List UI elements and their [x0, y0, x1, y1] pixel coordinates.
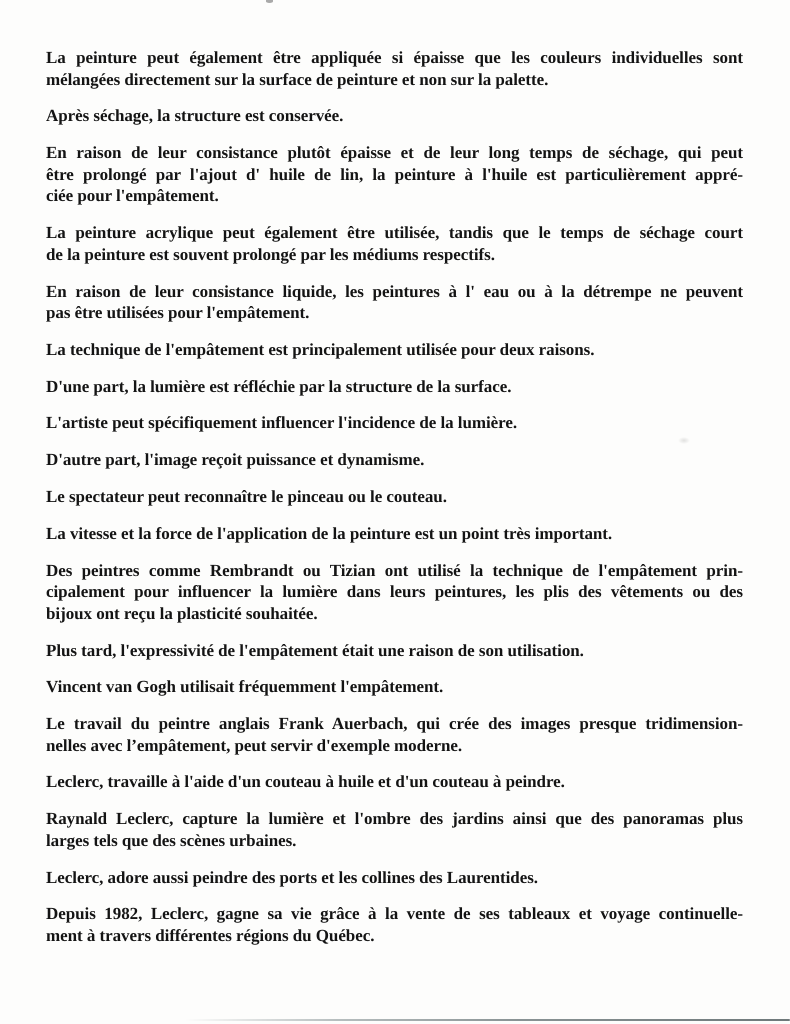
paragraph	[46, 412, 743, 434]
paragraph	[46, 449, 743, 471]
text-line: de la peinture est souvent prolongé par les médiums respectifs.	[46, 244, 495, 264]
paragraph	[46, 222, 743, 265]
text-line: Leclerc, travaille à l'aide d'un couteau à huile et d'un couteau à peindre.	[46, 772, 565, 792]
text-line: larges tels que des scènes urbaines.	[46, 830, 297, 850]
paragraph	[46, 376, 743, 398]
paragraph	[46, 142, 743, 207]
text-line: Leclerc, adore aussi peindre des ports et les collines des Laurentides.	[46, 867, 538, 887]
scan-smudge	[678, 437, 690, 444]
text-line: La vitesse et la force de l'application de la peinture est un point très important.	[46, 523, 613, 543]
paragraph	[46, 640, 743, 662]
paragraph	[46, 713, 743, 756]
text-line: Après séchage, la structure est conservée.	[46, 106, 344, 126]
text-line: Plus tard, l'expressivité de l'empâtement était une raison de son utilisation.	[46, 640, 584, 660]
scan-artifact-bottom-line	[185, 1019, 790, 1022]
paragraph	[46, 676, 743, 698]
text-line: cipalement pour influencer la lumière dans leurs peintures, les plis des vêtements ou des	[46, 582, 743, 602]
text-line: pas être utilisées pour l'empâtement.	[46, 303, 310, 323]
text-line: En raison de leur consistance liquide, les peintures à l' eau ou à la détrempe ne peuvent	[46, 281, 743, 301]
text-line: Le travail du peintre anglais Frank Auerbach, qui crée des images presque tridimension-	[46, 714, 743, 734]
scan-speck-top	[266, 0, 273, 3]
paragraph	[46, 771, 743, 793]
paragraph	[46, 867, 743, 889]
text-line: L'artiste peut spécifiquement influencer l'incidence de la lumière.	[46, 413, 518, 433]
paragraph	[46, 808, 743, 851]
text-line: Depuis 1982, Leclerc, gagne sa vie grâce à la vente de ses tableaux et voyage continuelle-	[46, 904, 743, 924]
text-line: La technique de l'empâtement est principalement utilisée pour deux raisons.	[46, 339, 595, 359]
text-content	[46, 47, 743, 962]
text-line: ment à travers différentes régions du Québec.	[46, 926, 375, 945]
paragraph	[46, 105, 743, 127]
paragraph	[46, 560, 743, 625]
text-line: Le spectateur peut reconnaître le pinceau ou le couteau.	[46, 487, 447, 506]
text-line: En raison de leur consistance plutôt épaisse et de leur long temps de séchage, qui peut	[46, 143, 743, 163]
text-line: Des peintres comme Rembrandt ou Tizian ont utilisé la technique de l'empâtement prin-	[46, 560, 743, 580]
text-line: Vincent van Gogh utilisait fréquemment l'empâtement.	[46, 677, 444, 697]
paragraph	[46, 523, 743, 545]
text-line: Raynald Leclerc, capture la lumière et l'ombre des jardins ainsi que des panoramas plus	[46, 809, 743, 829]
text-line: nelles avec l’empâtement, peut servir d'exemple moderne.	[46, 735, 463, 755]
paragraph	[46, 339, 743, 361]
text-line: bijoux ont reçu la plasticité souhaitée.	[46, 603, 318, 623]
text-line: La peinture peut également être appliquée si épaisse que les couleurs individuelles sont	[46, 48, 743, 67]
text-line: être prolongé par l'ajout d' huile de lin, la peinture à l'huile est particulièrement appré-	[46, 164, 743, 184]
text-line: ciée pour l'empâtement.	[46, 186, 219, 206]
text-line: D'autre part, l'image reçoit puissance et dynamisme.	[46, 450, 425, 470]
paragraph	[46, 903, 743, 946]
text-line: La peinture acrylique peut également être utilisée, tandis que le temps de séchage court	[46, 223, 743, 243]
paragraph	[46, 486, 743, 508]
paragraph	[46, 281, 743, 324]
text-line: D'une part, la lumière est réfléchie par la structure de la surface.	[46, 376, 512, 396]
paragraph	[46, 47, 743, 90]
text-line: mélangées directement sur la surface de peinture et non sur la palette.	[46, 69, 549, 89]
